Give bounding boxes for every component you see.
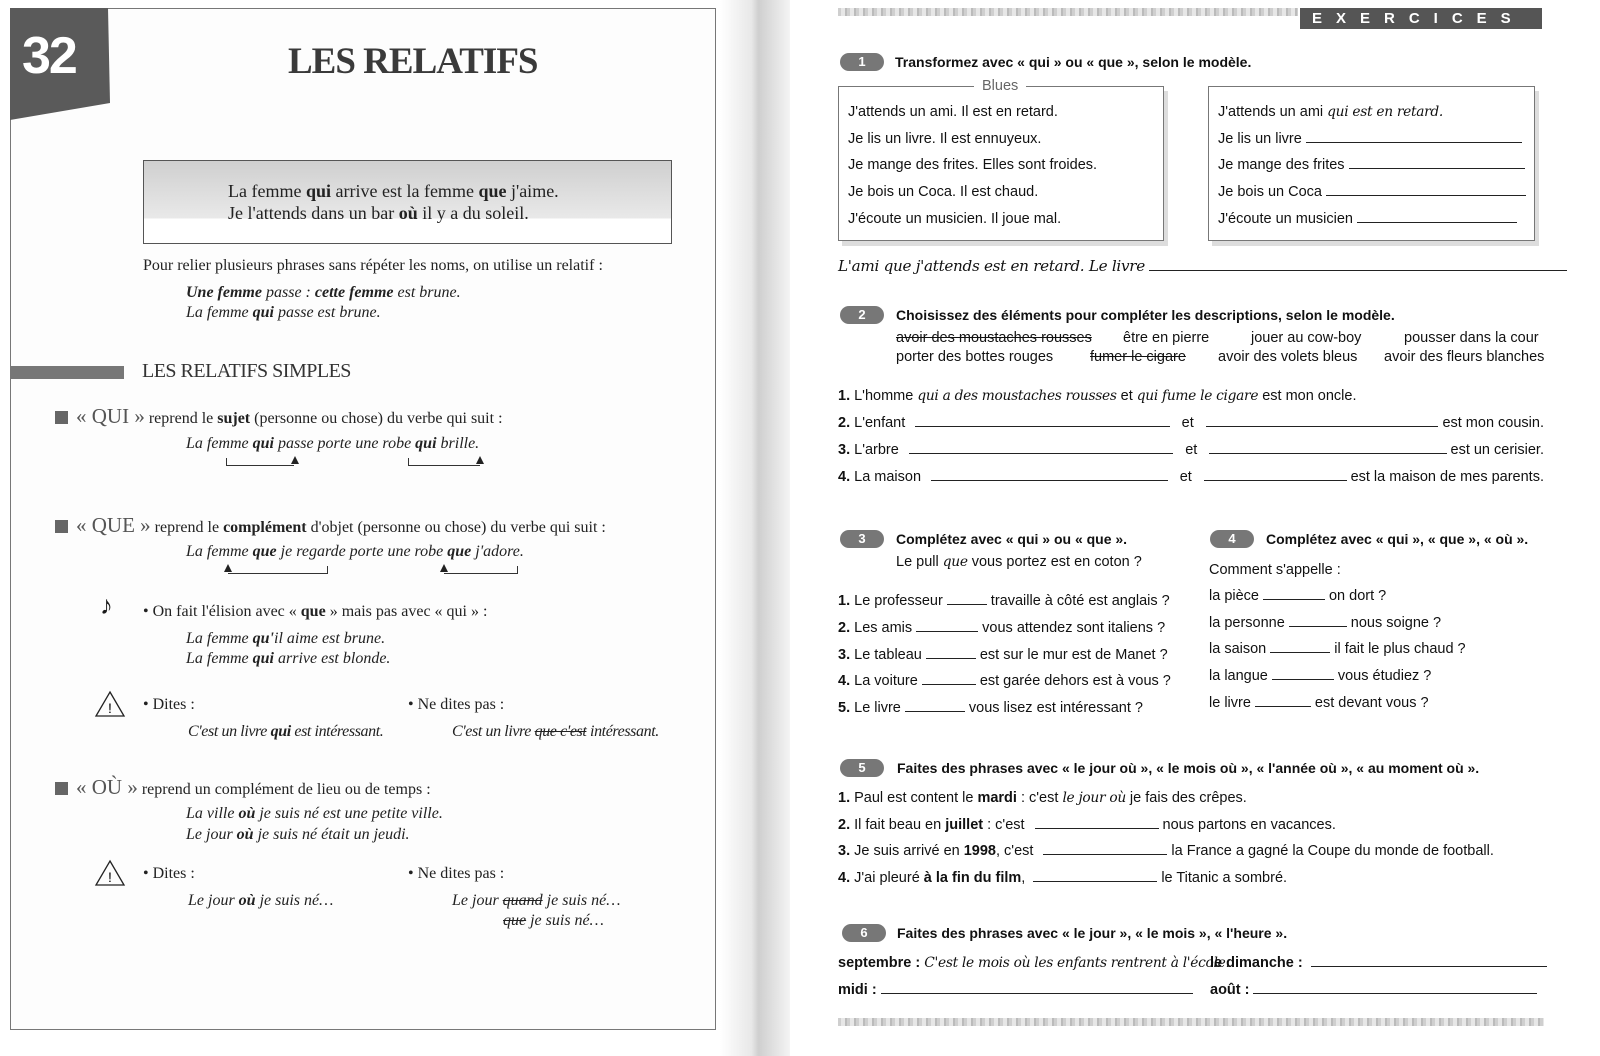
text-run: avoir des fleurs blanches	[1384, 349, 1545, 365]
text-run: je suis né était un jeudi.	[253, 826, 410, 843]
text-run: qu'	[252, 630, 274, 647]
handwritten-answer: L'ami que j'attends est en retard. Le livre	[838, 257, 1145, 275]
answer-blank[interactable]	[1289, 615, 1347, 627]
text-run: cette femme	[314, 284, 394, 301]
rule-que	[55, 513, 606, 538]
answer-row: Je bois un Coca	[1218, 184, 1530, 200]
exercise-3-title: Complétez avec « qui » ou « que ».	[896, 531, 1128, 547]
text-run: Le pull	[896, 554, 943, 570]
answer-blank[interactable]	[1270, 641, 1330, 653]
example-ou-1	[186, 805, 443, 823]
answer-blank[interactable]	[881, 982, 1193, 994]
box-label: Blues	[974, 78, 1026, 94]
text-run: ,	[1021, 870, 1026, 886]
exercise-4-title: Complétez avec « qui », « que », « où ».	[1266, 531, 1529, 547]
source-sentence: Je lis un livre. Il est ennuyeux.	[848, 131, 1042, 147]
text-run: reprend un complément de lieu ou de temps :	[137, 781, 431, 798]
answer-model	[1218, 104, 1443, 120]
chapter-number: 32	[22, 27, 76, 85]
text-run: arrive est la femme	[331, 181, 479, 201]
text-run: vous portez est en coton ?	[967, 554, 1142, 570]
say-example	[188, 892, 333, 910]
answer-row: Je lis un livre	[1218, 131, 1526, 147]
answer-blank[interactable]	[931, 469, 1168, 481]
word-choice	[1384, 349, 1544, 365]
answer-blank[interactable]	[1255, 695, 1311, 707]
text-run: je suis né…	[255, 892, 334, 909]
exercise-row: 3. Le tableau est sur le mur est de Manet ?	[838, 647, 1168, 663]
text-run: » mais pas avec « qui » :	[325, 603, 488, 620]
exercise-number-badge: 1	[840, 53, 884, 71]
exercises-header: EXERCICES	[1300, 8, 1542, 29]
text-run: « QUE »	[76, 513, 151, 537]
dont-say-label: • Ne dites pas :	[408, 865, 505, 882]
answer-row	[838, 257, 1571, 276]
answer-blank[interactable]	[909, 442, 1173, 454]
rule-ou	[55, 775, 431, 800]
text-run: je regarde porte une robe	[276, 543, 448, 560]
source-sentence: J'écoute un musicien. Il joue mal.	[848, 211, 1062, 227]
arrow-marker	[228, 566, 328, 574]
exercise-5-title: Faites des phrases avec « le jour où », « le mois où », « l'année où », « au moment où ».	[897, 760, 1480, 776]
text-run: qui	[305, 181, 331, 201]
arrow-marker	[444, 566, 518, 574]
handwritten-answer: C'est le mois où les enfants rentrent à l'école.	[920, 955, 1230, 971]
text-run: passe est brune.	[274, 304, 381, 321]
text-run: Je suis arrivé en	[850, 843, 964, 859]
bullet-square-icon	[55, 520, 68, 533]
answer-blank[interactable]	[1033, 870, 1157, 882]
exercise-4-intro: Comment s'appelle :	[1209, 562, 1341, 578]
bullet-square-icon	[55, 411, 68, 424]
rule-qui	[55, 404, 503, 429]
model-sentence	[896, 554, 1142, 570]
word-choice	[896, 349, 1053, 365]
exercise-row: 3. L'arbre et est un cerisier.	[838, 442, 1544, 458]
text-run: Une femme	[186, 284, 262, 301]
exercise-row: midi :	[838, 982, 1197, 998]
text-run: il aime est brune.	[274, 630, 386, 647]
text-run: Il fait beau en	[850, 817, 946, 833]
text-run: qui	[252, 304, 274, 321]
exercise-2-title: Choisissez des éléments pour compléter les descriptions, selon le modèle.	[896, 307, 1395, 323]
text-run: passe :	[261, 284, 315, 301]
source-sentence: Je mange des frites. Elles sont froides.	[848, 157, 1098, 173]
handwritten-answer: qui est en retard.	[1327, 104, 1443, 120]
text-run: passe porte une robe	[274, 435, 416, 452]
text-run: je suis né…	[526, 912, 604, 929]
text-run: à la fin du film	[923, 870, 1022, 886]
text-run: reprend le	[150, 519, 224, 536]
word-choice	[1218, 349, 1357, 365]
text-run: qui	[252, 650, 274, 667]
text-run: J'attends un ami	[1218, 104, 1328, 120]
exercise-row: 4. La maison et est la maison de mes parents.	[838, 469, 1544, 485]
exercise-number-badge: 3	[840, 530, 884, 548]
section-bar	[10, 366, 124, 379]
exercise-row: la saison il fait le plus chaud ?	[1209, 641, 1466, 657]
text-run: 3.	[838, 843, 851, 859]
answer-blank[interactable]	[1149, 259, 1567, 271]
answer-blank[interactable]	[1209, 442, 1446, 454]
answer-blank[interactable]	[926, 647, 976, 659]
text-run: où	[238, 805, 256, 822]
text-run: : c'est	[1016, 790, 1063, 806]
elision-example-2	[186, 650, 390, 668]
answer-blank[interactable]	[905, 700, 965, 712]
text-run: Je l'attends dans un bar	[228, 203, 399, 223]
answer-blank[interactable]	[1206, 415, 1439, 427]
text-run: est intéressant.	[290, 723, 384, 740]
text-run: La femme	[186, 543, 253, 560]
say-label: • Dites :	[143, 865, 195, 882]
text-run: (personne ou chose) du verbe qui suit :	[250, 410, 503, 427]
text-run: où	[238, 892, 256, 909]
text-run: L'homme	[850, 388, 918, 404]
text-run: être en pierre	[1123, 330, 1210, 346]
text-run: arrive est blonde.	[274, 650, 391, 667]
text-run: j'adore.	[471, 543, 524, 560]
text-run: fumer le cigare	[1090, 349, 1186, 365]
say-example	[188, 723, 383, 741]
text-run: • On fait l'élision avec «	[143, 603, 301, 620]
handwritten-answer: qui fume le cigare	[1136, 388, 1259, 404]
warning-icon	[94, 690, 126, 718]
section-title: LES RELATIFS SIMPLES	[142, 360, 351, 382]
source-sentence: Je bois un Coca. Il est chaud.	[848, 184, 1039, 200]
answer-row: J'écoute un musicien	[1218, 211, 1521, 227]
elision-example-1	[186, 630, 385, 648]
text-run: d'objet (personne ou chose) du verbe qui suit :	[306, 519, 606, 536]
example-ou-2	[186, 826, 410, 844]
model-sentence	[838, 790, 1247, 806]
text-run: est brune.	[393, 284, 461, 301]
warning-icon	[94, 859, 126, 887]
text-run: que	[252, 543, 277, 560]
handwritten-answer: le jour où	[1062, 790, 1126, 806]
exercise-row: 5. Le livre vous lisez est intéressant ?	[838, 700, 1143, 716]
arrow-up-icon	[476, 456, 484, 464]
exercise-1-title: Transformez avec « qui » ou « que », selon le modèle.	[895, 54, 1252, 70]
dont-say-label: • Ne dites pas :	[408, 696, 505, 713]
text-run: avoir des volets bleus	[1218, 349, 1358, 365]
text-run: 4.	[838, 870, 851, 886]
text-run: mardi	[977, 790, 1017, 806]
arrow-marker	[408, 458, 480, 466]
word-choice	[1404, 330, 1539, 346]
word-choice	[896, 330, 1092, 346]
answer-blank[interactable]	[1311, 955, 1547, 967]
dont-say-example	[452, 892, 620, 910]
key-example-1	[228, 181, 559, 202]
text-run: et	[1116, 388, 1137, 404]
text-run: C'est un livre	[188, 723, 271, 740]
answer-blank[interactable]	[1349, 157, 1525, 169]
answer-blank[interactable]	[1306, 131, 1522, 143]
text-run: 1998	[963, 843, 996, 859]
text-run: La femme	[228, 181, 306, 201]
answer-blank[interactable]	[1204, 469, 1347, 481]
text-run: Le jour	[186, 826, 237, 843]
text-run: J'ai pleuré	[850, 870, 924, 886]
rule-qui-text	[76, 404, 503, 428]
text-run: je fais des crêpes.	[1125, 790, 1247, 806]
page-title: LES RELATIFS	[288, 41, 538, 82]
footer-strip	[838, 1018, 1544, 1026]
word-choice	[1090, 349, 1186, 365]
book-gutter	[720, 0, 790, 1056]
text-run: La femme	[186, 304, 253, 321]
answer-blank[interactable]	[947, 593, 987, 605]
answer-blank[interactable]	[1043, 843, 1167, 855]
text-run: brille.	[436, 435, 480, 452]
text-run: qui	[252, 435, 274, 452]
example-que	[186, 543, 524, 561]
answer-blank[interactable]	[922, 673, 976, 685]
model-sentence	[838, 955, 1230, 971]
text-run: « QUI »	[76, 404, 145, 428]
text-run: 1.	[838, 790, 851, 806]
answer-blank[interactable]	[1253, 982, 1537, 994]
exercise-row: août :	[1210, 982, 1541, 998]
exercise-row: 2. Il fait beau en juillet : c'est nous partons en vacances.	[838, 817, 1336, 833]
text-run: intéressant.	[586, 723, 659, 740]
rule-ou-text	[76, 775, 431, 799]
text-run: La ville	[186, 805, 239, 822]
answer-blank[interactable]	[916, 620, 978, 632]
text-run: 2.	[838, 817, 851, 833]
text-run: est mon oncle.	[1258, 388, 1357, 404]
dont-say-example	[452, 723, 659, 741]
text-run: qui	[415, 435, 437, 452]
text-run: que c'est	[534, 723, 587, 740]
text-run: Le jour	[452, 892, 503, 909]
text-run: 1.	[838, 388, 851, 404]
arrow-marker	[226, 458, 294, 466]
key-example-2	[228, 203, 529, 224]
text-run: porter des bottes rouges	[896, 349, 1054, 365]
handwritten-answer: que	[942, 554, 968, 570]
text-run: qui	[270, 723, 291, 740]
answer-blank[interactable]	[1035, 817, 1159, 829]
exercise-row: la personne nous soigne ?	[1209, 615, 1442, 631]
intro-example-2	[186, 304, 381, 322]
text-run: « OÙ »	[76, 775, 138, 799]
text-run: quand	[502, 892, 543, 909]
answer-blank[interactable]	[1263, 588, 1325, 600]
text-run: Paul est content le	[850, 790, 978, 806]
text-run: que	[447, 543, 472, 560]
word-choice	[1251, 330, 1361, 346]
exercise-row: 3. Je suis arrivé en 1998, c'est la France a gagné la Coupe du monde de football.	[838, 843, 1494, 859]
exercise-number-badge: 2	[840, 306, 884, 324]
rule-que-text	[76, 513, 606, 537]
answer-blank[interactable]	[1272, 668, 1334, 680]
text-run: pousser dans la cour	[1404, 330, 1539, 346]
model-sentence	[838, 388, 1357, 404]
arrow-up-icon	[440, 564, 448, 572]
text-run: La femme	[186, 630, 253, 647]
text-run: : c'est	[983, 817, 1025, 833]
source-sentence: J'attends un ami. Il est en retard.	[848, 104, 1058, 120]
answer-blank[interactable]	[915, 415, 1169, 427]
exercise-row: 4. J'ai pleuré à la fin du film, le Titanic a sombré.	[838, 870, 1288, 886]
elision-rule	[143, 603, 487, 621]
exercise-row: la pièce on dort ?	[1209, 588, 1387, 604]
svg-text:!: !	[108, 700, 112, 716]
text-run: La femme	[186, 435, 253, 452]
answer-blank[interactable]	[1357, 211, 1517, 223]
exercise-row: le dimanche :	[1210, 955, 1551, 971]
intro-text: Pour relier plusieurs phrases sans répéter les noms, on utilise un relatif :	[143, 257, 603, 274]
intro-example-1	[186, 284, 461, 302]
answer-blank[interactable]	[1326, 184, 1526, 196]
text-run: complément	[223, 519, 307, 536]
text-run: avoir des moustaches rousses	[896, 330, 1092, 346]
text-run: , c'est	[996, 843, 1034, 859]
arrow-up-icon	[224, 564, 232, 572]
example-qui	[186, 435, 479, 453]
svg-text:!: !	[108, 869, 112, 885]
exercise-row: le livre est devant vous ?	[1209, 695, 1429, 711]
exercise-row: 2. Les amis vous attendez sont italiens ?	[838, 620, 1166, 636]
text-run: où	[398, 203, 418, 223]
text-run: jouer au cow-boy	[1251, 330, 1362, 346]
say-label: • Dites :	[143, 696, 195, 713]
text-run: Le jour	[188, 892, 239, 909]
text-run: septembre :	[838, 955, 921, 971]
text-run: que	[478, 181, 507, 201]
music-note-icon: ♪	[100, 590, 113, 620]
bullet-square-icon	[55, 782, 68, 795]
handwritten-answer: qui a des moustaches rousses	[917, 388, 1117, 404]
exercise-row: 4. La voiture est garée dehors est à vous ?	[838, 673, 1171, 689]
exercise-number-badge: 5	[840, 759, 884, 777]
exercise-row: 2. L'enfant et est mon cousin.	[838, 415, 1544, 431]
answer-row: Je mange des frites	[1218, 157, 1529, 173]
text-run: où	[236, 826, 254, 843]
text-run: il y a du soleil.	[417, 203, 529, 223]
text-run: juillet	[945, 817, 984, 833]
text-run: que	[300, 603, 326, 620]
header-strip	[838, 8, 1298, 16]
text-run: je suis né est une petite ville.	[255, 805, 443, 822]
text-run: j'aime.	[506, 181, 559, 201]
text-run: que	[503, 912, 527, 929]
dont-say-example	[503, 912, 604, 930]
word-choice	[1123, 330, 1209, 346]
exercise-row: la langue vous étudiez ?	[1209, 668, 1432, 684]
arrow-up-icon	[291, 456, 299, 464]
text-run: C'est un livre	[452, 723, 535, 740]
key-examples-box	[143, 160, 672, 244]
exercise-number-badge: 4	[1210, 530, 1254, 548]
text-run: La femme	[186, 650, 253, 667]
exercise-number-badge: 6	[842, 924, 886, 942]
text-run: reprend le	[144, 410, 218, 427]
text-run: sujet	[217, 410, 251, 427]
exercise-6-title: Faites des phrases avec « le jour », « le mois », « l'heure ».	[897, 925, 1288, 941]
text-run: je suis né…	[542, 892, 621, 909]
exercise-row: 1. Le professeur travaille à côté est anglais ?	[838, 593, 1170, 609]
